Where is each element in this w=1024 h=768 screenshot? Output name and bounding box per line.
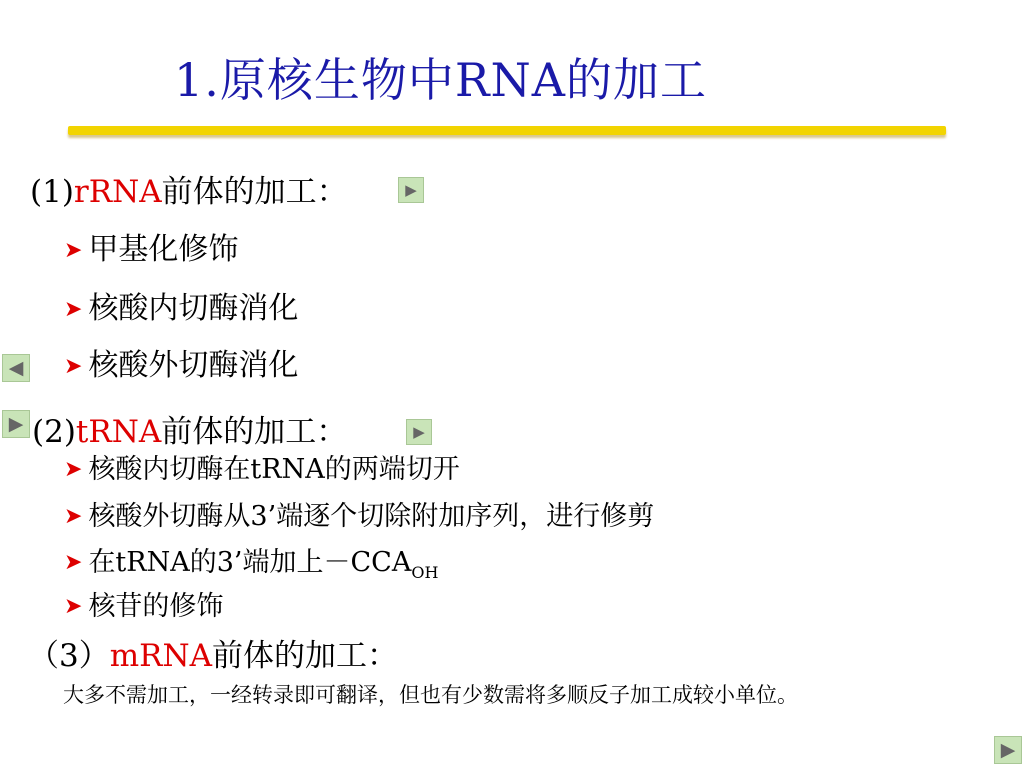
list-item-text: 核酸内切酶消化 [88, 291, 299, 326]
section2-heading [32, 412, 347, 452]
arrowhead-bullet-icon: ➤ [64, 297, 83, 322]
list-item-text: 甲基化修饰 [88, 232, 239, 267]
arrowhead-bullet-icon: ➤ [64, 504, 83, 529]
arrowhead-bullet-icon: ➤ [64, 550, 83, 575]
next-page-button[interactable] [994, 736, 1022, 764]
prev-slide-button[interactable] [2, 354, 30, 382]
list-item-text: 核酸内切酶在tRNA的两端切开 [88, 454, 460, 485]
section1-suffix: 前体的加工： [161, 174, 348, 210]
next-triangle-icon: ▶ [1000, 738, 1016, 761]
list-item [64, 289, 298, 330]
page-title: 1.原核生物中RNA的加工 [174, 53, 707, 107]
list-item-text: 核酸外切酶从3’端逐个切除附加序列，进行修剪 [88, 501, 655, 532]
section3-suffix: 前体的加工： [211, 638, 398, 674]
list-item-text: 核酸外切酶消化 [88, 348, 299, 383]
section1-prefix: (1) [30, 174, 74, 210]
section3-prefix: （3） [28, 638, 110, 674]
play-triangle-icon: ▶ [413, 422, 425, 441]
section2-play-button[interactable] [406, 419, 432, 445]
arrowhead-bullet-icon: ➤ [64, 238, 83, 263]
next-triangle-icon: ▶ [8, 412, 24, 435]
list-item [64, 499, 654, 535]
section3-note: 大多不需加工，一经转录即可翻译，但也有少数需将多顺反子加工成较小单位。 [63, 683, 798, 707]
section2-prefix: (2) [32, 414, 76, 450]
section3-keyword: mRNA [109, 638, 212, 674]
section1-play-button[interactable] [398, 177, 424, 203]
list-item [64, 452, 460, 488]
section1-keyword: rRNA [73, 174, 162, 210]
section2-keyword: tRNA [75, 414, 162, 450]
next-slide-button[interactable] [2, 410, 30, 438]
section2-suffix: 前体的加工： [161, 414, 348, 450]
prev-triangle-icon: ◀ [8, 356, 24, 379]
section1-heading [30, 172, 348, 212]
arrowhead-bullet-icon: ➤ [64, 354, 83, 379]
list-item [64, 545, 438, 591]
list-item-text: 核苷的修饰 [88, 591, 224, 622]
list-item [64, 589, 223, 625]
title-underline [68, 126, 946, 135]
arrowhead-bullet-icon: ➤ [64, 594, 83, 619]
section3-heading [28, 636, 398, 676]
play-triangle-icon: ▶ [405, 180, 417, 199]
arrowhead-bullet-icon: ➤ [64, 457, 83, 482]
list-item [64, 346, 298, 387]
list-item-text: 在tRNA的3’端加上－CCA [88, 547, 412, 578]
subscript-oh: OH [411, 563, 439, 582]
list-item [64, 230, 238, 271]
